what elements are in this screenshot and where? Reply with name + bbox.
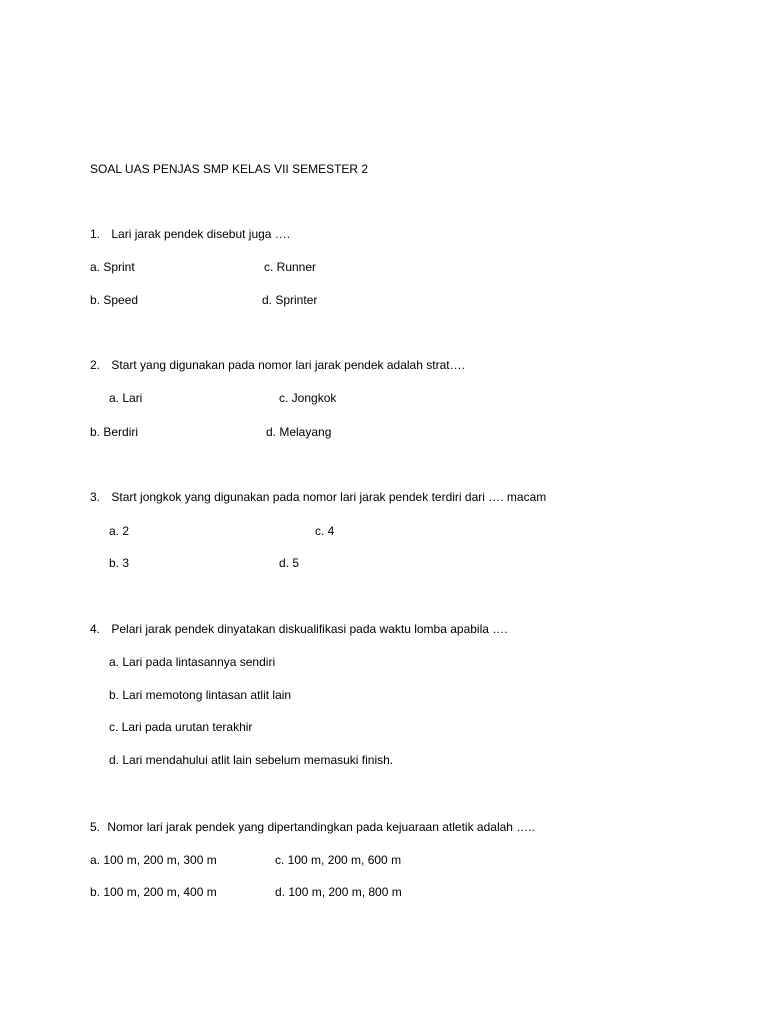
option-a: a. Lari pada lintasannya sendiri <box>109 655 276 669</box>
question-text: Lari jarak pendek disebut juga …. <box>111 227 291 241</box>
question-text: Pelari jarak pendek dinyatakan diskualifikasi pada waktu lomba apabila …. <box>111 622 508 636</box>
option-a: a. 2 <box>109 524 130 538</box>
question-number: 5. <box>90 820 101 834</box>
option-b: b. Speed <box>90 293 139 307</box>
option-d: d. Sprinter <box>262 293 318 307</box>
option-c: c. Lari pada urutan terakhir <box>109 720 253 734</box>
question-text: Start yang digunakan pada nomor lari jarak pendek adalah strat…. <box>111 358 465 372</box>
question-number: 2. <box>90 358 101 372</box>
question-number: 1. <box>90 227 101 241</box>
question-text: Nomor lari jarak pendek yang dipertandingkan pada kejuaraan atletik adalah ….. <box>107 820 535 834</box>
option-a: a. 100 m, 200 m, 300 m <box>90 853 217 867</box>
document-title: SOAL UAS PENJAS SMP KELAS VII SEMESTER 2 <box>90 162 369 176</box>
option-b: b. Berdiri <box>90 425 139 439</box>
question-4 <box>90 622 508 636</box>
option-c: c. Jongkok <box>279 391 337 405</box>
option-a: a. Sprint <box>90 260 135 274</box>
option-d: d. 5 <box>279 556 300 570</box>
question-number: 4. <box>90 622 101 636</box>
question-1 <box>90 227 290 241</box>
option-a: a. Lari <box>109 391 143 405</box>
question-5 <box>90 820 535 834</box>
question-2 <box>90 358 465 372</box>
option-d: d. Melayang <box>266 425 332 439</box>
option-b: b. Lari memotong lintasan atlit lain <box>109 688 292 702</box>
option-d: d. Lari mendahului atlit lain sebelum memasuki finish. <box>109 753 394 767</box>
question-number: 3. <box>90 490 101 504</box>
option-c: c. 100 m, 200 m, 600 m <box>275 853 402 867</box>
option-c: c. Runner <box>264 260 317 274</box>
option-d: d. 100 m, 200 m, 800 m <box>275 885 402 899</box>
option-b: b. 100 m, 200 m, 400 m <box>90 885 217 899</box>
question-text: Start jongkok yang digunakan pada nomor lari jarak pendek terdiri dari …. macam <box>111 490 547 504</box>
option-c: c. 4 <box>315 524 335 538</box>
option-b: b. 3 <box>109 556 130 570</box>
question-3 <box>90 490 546 504</box>
